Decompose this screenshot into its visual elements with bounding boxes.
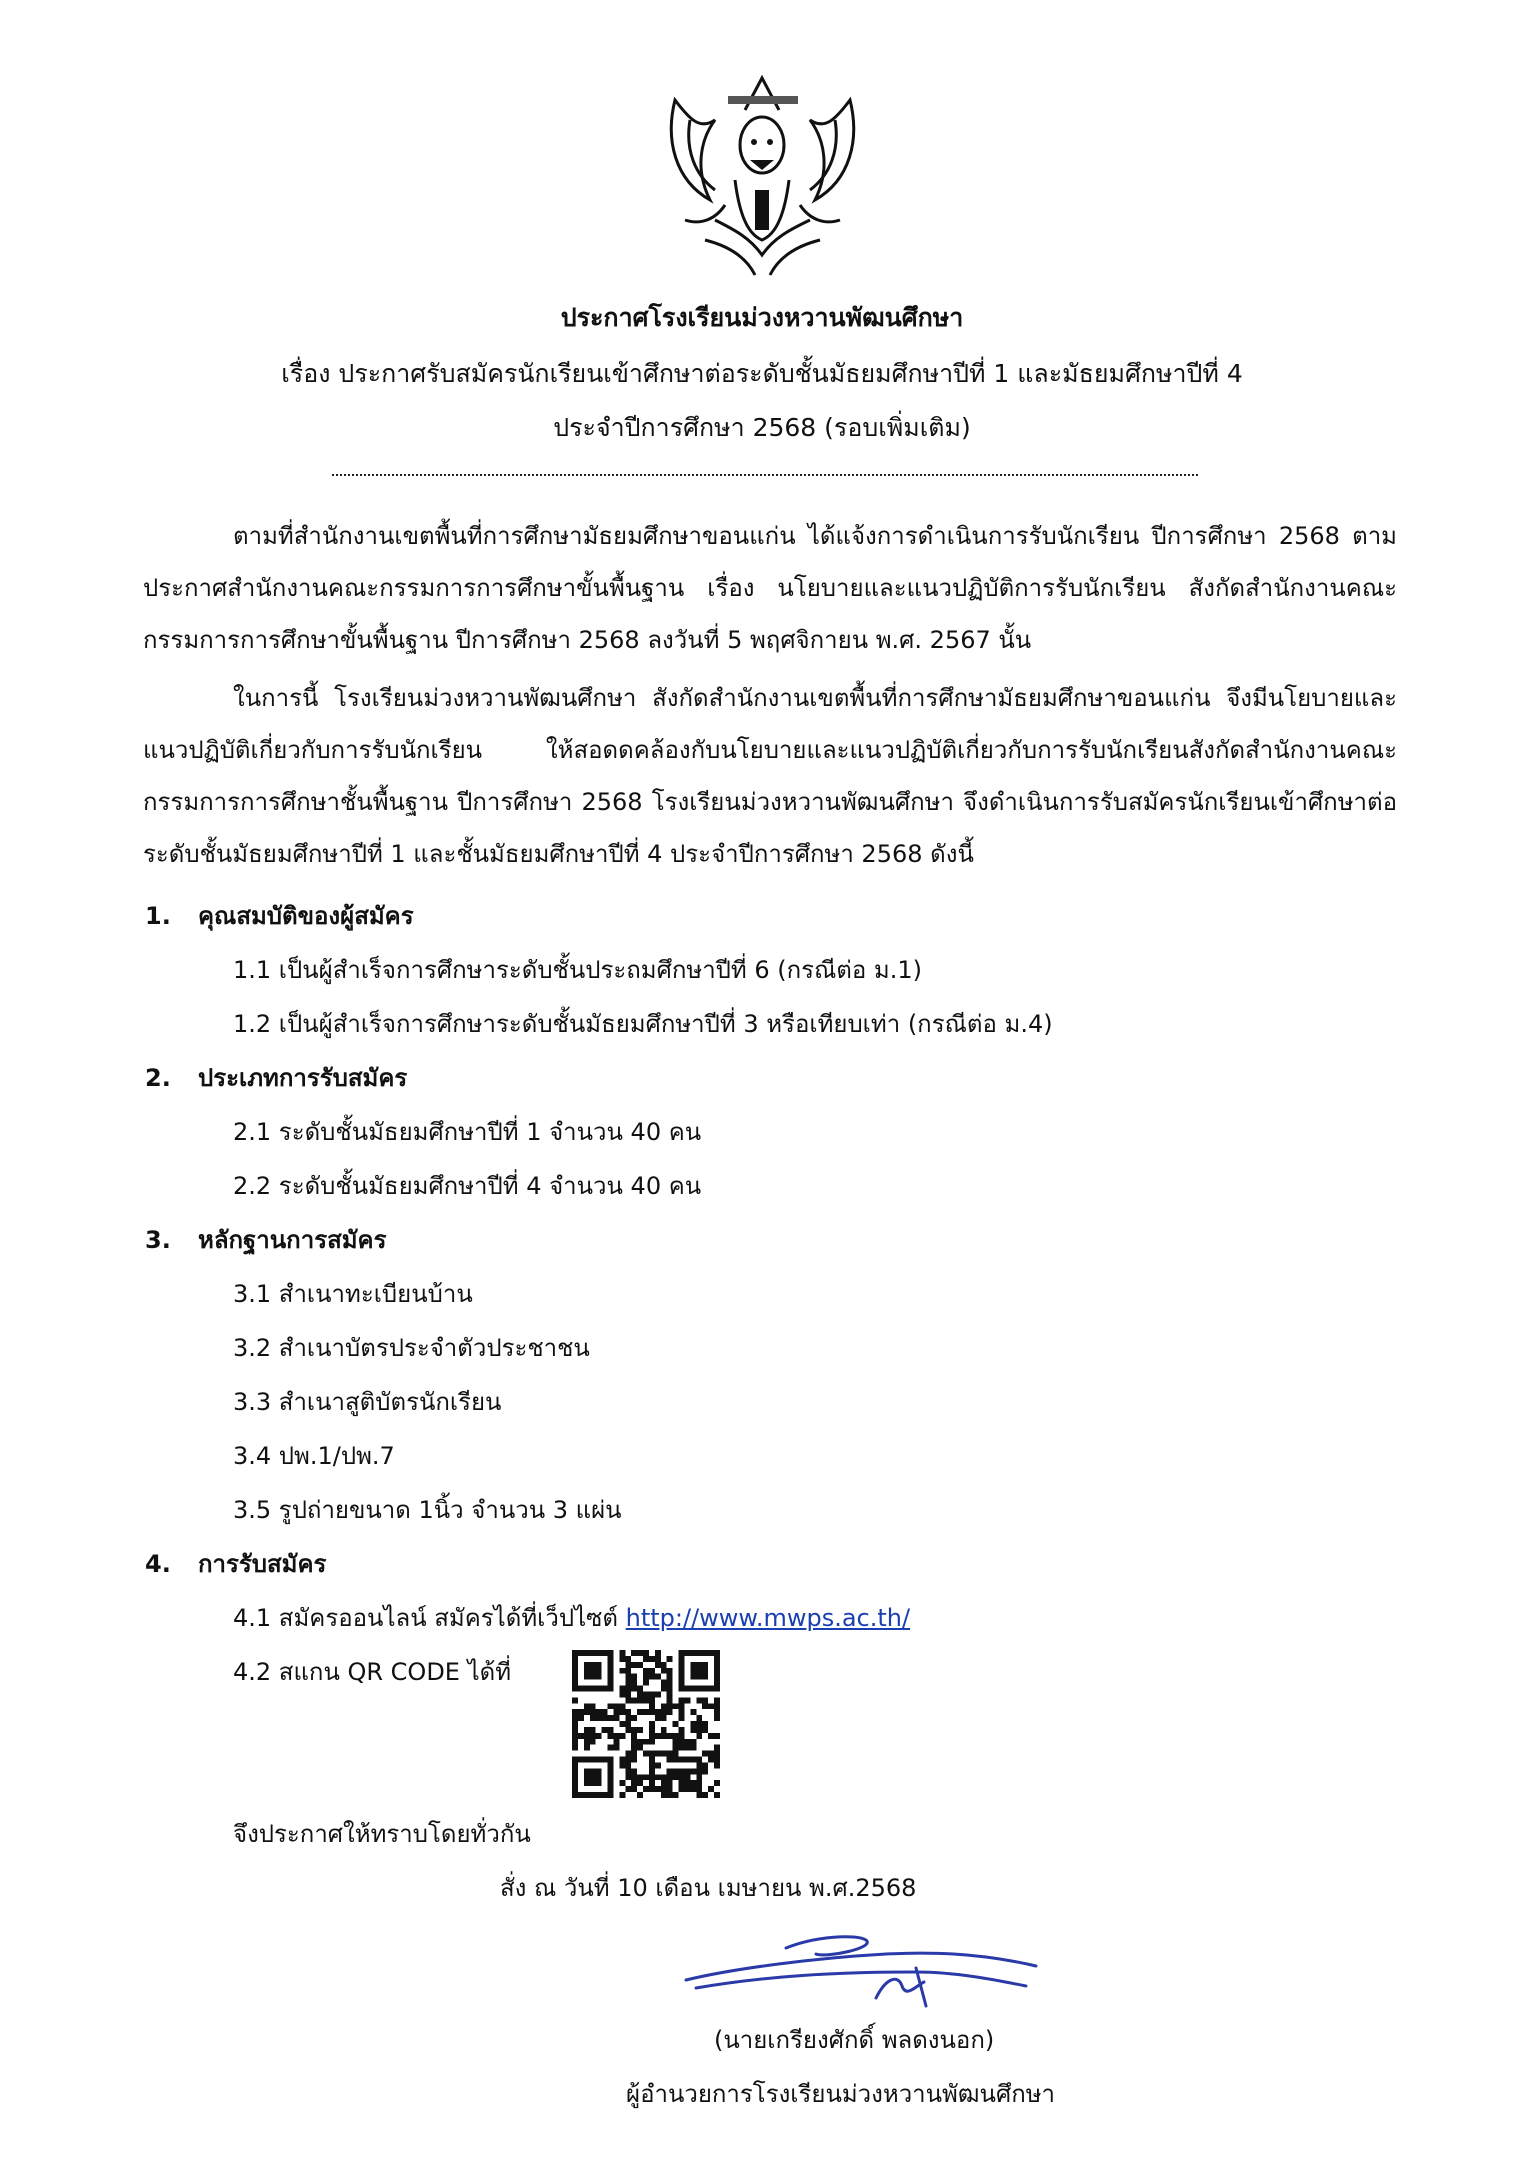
section-2-number: 2.: [145, 1064, 171, 1092]
section-3-heading: หลักฐานการสมัคร: [198, 1226, 387, 1254]
qr-code-label: 4.2 สแกน QR CODE ได้ที่: [233, 1658, 512, 1686]
section-3-item-3: 3.3 สำเนาสูติบัตรนักเรียน: [233, 1388, 502, 1416]
section-1-item-2: 1.2 เป็นผู้สำเร็จการศึกษาระดับชั้นมัธยมศึกษาปีที่ 3 หรือเทียบเท่า (กรณีต่อ ม.4): [233, 1010, 1053, 1038]
signer-title: ผู้อำนวยการโรงเรียนม่วงหวานพัฒนศึกษา: [626, 2080, 1056, 2108]
online-apply-label: 4.1 สมัครออนไลน์ สมัครได้ที่เว็ปไซต์: [233, 1604, 626, 1632]
announce-text: จึงประกาศให้ทราบโดยทั่วกัน: [233, 1820, 531, 1848]
announce-date: สั่ง ณ วันที่ 10 เดือน เมษายน พ.ศ.2568: [500, 1874, 917, 1902]
section-3-item-4: 3.4 ปพ.1/ปพ.7: [233, 1442, 395, 1470]
garuda-emblem: [655, 70, 870, 280]
announcement-subject: เรื่อง ประกาศรับสมัครนักเรียนเข้าศึกษาต่อระดับชั้นมัธยมศึกษาปีที่ 1 และมัธยมศึกษาปีที่ 4: [281, 359, 1243, 388]
section-3-item-5: 3.5 รูปถ่ายขนาด 1นิ้ว จำนวน 3 แผ่น: [233, 1496, 622, 1524]
school-website-link[interactable]: http://www.mwps.ac.th/: [625, 1604, 911, 1632]
section-1-item-1: 1.1 เป็นผู้สำเร็จการศึกษาระดับชั้นประถมศึกษาปีที่ 6 (กรณีต่อ ม.1): [233, 956, 923, 984]
dotted-divider: [332, 474, 1198, 476]
signature: [676, 1928, 1046, 2016]
section-2-heading: ประเภทการรับสมัคร: [198, 1064, 408, 1092]
paragraph-2: [143, 672, 1397, 880]
section-1-heading: คุณสมบัติของผู้สมัคร: [198, 902, 414, 930]
section-3-item-2: 3.2 สำเนาบัตรประจำตัวประชาชน: [233, 1334, 590, 1362]
paragraph-1: [143, 510, 1397, 666]
qr-code[interactable]: [572, 1650, 720, 1798]
section-1-number: 1.: [145, 902, 171, 930]
section-4-item-1: [233, 1600, 910, 1636]
paragraph-2-text: ในการนี้ โรงเรียนม่วงหวานพัฒนศึกษา สังกัดสำนักงานเขตพื้นที่การศึกษามัธยมศึกษาขอนแก่น จึงมีนโยบายและแนวปฏิบัติเกี่ยวกับการรับนักเรียน ให้สอดดคล้องกับนโยบายและแนวปฏิบัติเกี่ยวกับการรับนักเรียนสังกัดสำนักงานคณะกรรมการการศึกษาชั้นพื้นฐาน ปีการศึกษา 2568 โรงเรียนม่วงหวานพัฒนศึกษา จึงดำเนินการรับสมัครนักเรียนเข้าศึกษาต่อระดับชั้นมัธยมศึกษาปีที่ 1 และชั้นมัธยมศึกษาปีที่ 4 ประจำปีการศึกษา 2568 ดังนี้: [143, 684, 1397, 868]
section-3-item-1: 3.1 สำเนาทะเบียนบ้าน: [233, 1280, 473, 1308]
announcement-year: ประจำปีการศึกษา 2568 (รอบเพิ่มเติม): [553, 413, 971, 442]
section-4-number: 4.: [145, 1550, 171, 1578]
section-3-number: 3.: [145, 1226, 171, 1254]
signer-name: (นายเกรียงศักดิ์ พลดงนอก): [714, 2026, 995, 2054]
section-4-heading: การรับสมัคร: [198, 1550, 327, 1578]
section-2-item-1: 2.1 ระดับชั้นมัธยมศึกษาปีที่ 1 จำนวน 40 คน: [233, 1118, 702, 1146]
paragraph-1-text: ตามที่สำนักงานเขตพื้นที่การศึกษามัธยมศึกษาขอนแก่น ได้แจ้งการดำเนินการรับนักเรียน ปีการศึกษา 2568 ตามประกาศสำนักงานคณะกรรมการการศึกษาขั้นพื้นฐาน เรื่อง นโยบายและแนวปฏิบัติการรับนักเรียน สังกัดสำนักงานคณะกรรมการการศึกษาขั้นพื้นฐาน ปีการศึกษา 2568 ลงวันที่ 5 พฤศจิกายน พ.ศ. 2567 นั้น: [143, 522, 1397, 654]
section-2-item-2: 2.2 ระดับชั้นมัธยมศึกษาปีที่ 4 จำนวน 40 คน: [233, 1172, 702, 1200]
announcement-title: ประกาศโรงเรียนม่วงหวานพัฒนศึกษา: [560, 303, 964, 332]
